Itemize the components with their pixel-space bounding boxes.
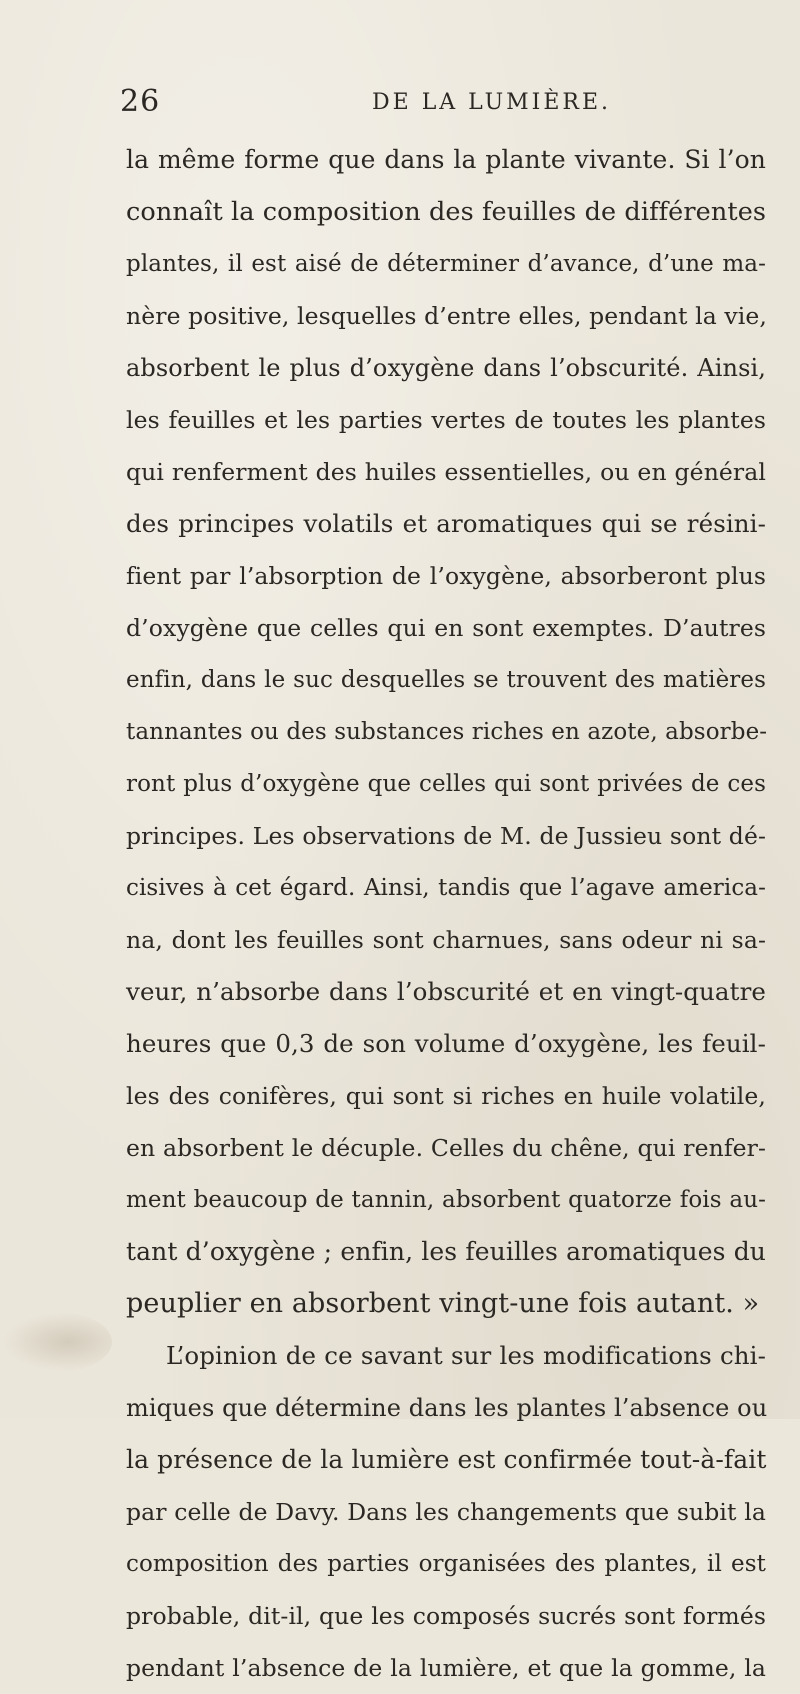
text-line: miques que détermine dans les plantes l’absence ou (126, 1394, 768, 1422)
text-line: les des conifères, qui sont si riches en huile volatile, (126, 1082, 766, 1110)
text-line: qui renferment des huiles essentielles, ou en général (126, 458, 766, 486)
text-line: ront plus d’oxygène que celles qui sont privées de ces (126, 771, 766, 797)
running-head: DE LA LUMIÈRE. (372, 90, 612, 115)
text-line: les feuilles et les parties vertes de toutes les plantes (126, 406, 766, 434)
page-number: 26 (120, 84, 161, 119)
text-line: enfin, dans le suc desquelles se trouvent des matières (126, 667, 766, 693)
text-line: des principes volatils et aromatiques qui se résini- (126, 509, 766, 538)
text-line: cisives à cet égard. Ainsi, tandis que l’agave america- (126, 875, 766, 901)
body-text (126, 134, 766, 1694)
text-line: heures que 0,3 de son volume d’oxygène, les feuil- (126, 1029, 766, 1058)
text-line: tannantes ou des substances riches en azote, absorbe- (126, 719, 768, 745)
text-line: nère positive, lesquelles d’entre elles, pendant la vie, (126, 302, 767, 330)
text-line: par celle de Davy. Dans les changements que subit la (126, 1498, 766, 1526)
text-line: en absorbent le décuple. Celles du chêne, qui renfer- (126, 1134, 766, 1162)
text-line: plantes, il est aisé de déterminer d’avance, d’une ma- (126, 251, 766, 277)
text-line: tant d’oxygène ; enfin, les feuilles aromatiques du (126, 1237, 766, 1266)
paper-stain (2, 1312, 112, 1372)
text-line: probable, dit-il, que les composés sucrés sont formés (126, 1602, 766, 1630)
text-line: d’oxygène que celles qui en sont exemptes. D’autres (126, 614, 766, 642)
text-line: connaît la composition des feuilles de différentes (126, 197, 767, 227)
text-line: peuplier en absorbent vingt-une fois autant. » (126, 1288, 760, 1319)
paragraph-start-line: L’opinion de ce savant sur les modifications chi- (166, 1341, 766, 1370)
text-line: pendant l’absence de la lumière, et que la gomme, la (126, 1654, 766, 1682)
text-line: la présence de la lumière est confirmée tout-à-fait (126, 1445, 767, 1474)
text-line: ment beaucoup de tannin, absorbent quatorze fois au- (126, 1187, 766, 1213)
text-line: composition des parties organisées des plantes, il est (126, 1551, 766, 1577)
text-line: la même forme que dans la plante vivante. Si l’on (126, 145, 766, 174)
page-header (120, 84, 760, 124)
text-line: na, dont les feuilles sont charnues, sans odeur ni sa- (126, 926, 766, 954)
text-line: principes. Les observations de M. de Jussieu sont dé- (126, 822, 766, 850)
text-line: absorbent le plus d’oxygène dans l’obscurité. Ainsi, (126, 354, 766, 382)
text-line: veur, n’absorbe dans l’obscurité et en vingt-quatre (126, 977, 766, 1006)
text-line: fient par l’absorption de l’oxygène, absorberont plus (126, 562, 766, 590)
